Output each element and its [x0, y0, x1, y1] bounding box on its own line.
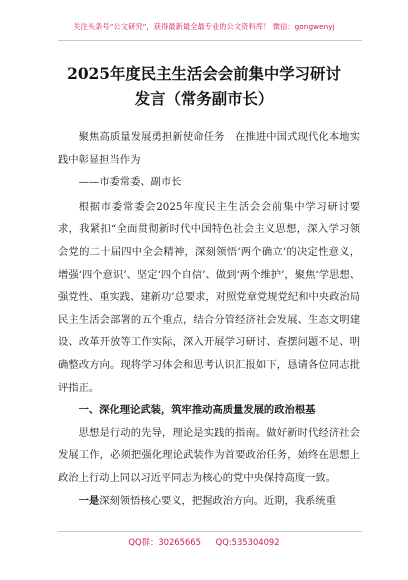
point-1-lead: 一是	[78, 494, 100, 507]
document-body	[58, 126, 360, 512]
document-title	[0, 62, 408, 112]
theme-line: 聚焦高质量发展勇担新使命任务 在推进中国式现代化本地实践中彰显担当作为	[58, 131, 360, 166]
section-1-heading: 一、深化理论武装，筑牢推动高质量发展的政治根基	[78, 404, 316, 417]
footer-qq-group: QQ群：30265665	[128, 537, 201, 547]
footer-divider	[58, 531, 362, 532]
footer-qq: QQ:535304092	[215, 537, 280, 547]
section-1-paragraph: 思想是行动的先导，理论是实践的指南。做好新时代经济社会发展工作，必须把强化理论武装作为首要政治任务，始终在思想上政治上行动上同以习近平同志为核心的党中央保持高度一致。	[58, 426, 360, 484]
point-1-text: 深刻领悟核心要义，把握政治方向。近期，我系统重	[99, 494, 337, 507]
author-line: ——市委常委、副市长	[78, 176, 182, 189]
header-divider	[58, 40, 362, 41]
title-line-2: 发言（常务副市长）	[134, 90, 274, 108]
footer-contact	[0, 536, 408, 548]
point-1-paragraph	[58, 490, 360, 513]
header-notice: 关注头条号“公文研究”，获得最新最全最专业的公文资料库！ 微信：gongwenyj	[73, 22, 335, 31]
title-line-1: 2025年度民主生活会会前集中学习研讨	[67, 65, 341, 83]
intro-paragraph: 根据市委常委会2025年度民主生活会会前集中学习研讨要求，我紧扣“全面贯彻新时代中国特色社会主义思想，深入学习领会党的二十届四中全会精神，深刻领悟‘两个确立’的决定性意义，增强‘四个意识’、坚定‘四个自信’、做到‘两个维护’，聚焦‘学思想、强党性、重实践、建新功’总要求，对照党章党规党纪和中央政治局民主生活会部署的五个重点，结合分管经济社会发展、生态文明建设、改革开放等工作实际，深入开展学习研讨、查摆问题不足、明确整改方向。现将学习体会和思考认识汇报如下，恳请各位同志批评指正。	[58, 200, 360, 394]
